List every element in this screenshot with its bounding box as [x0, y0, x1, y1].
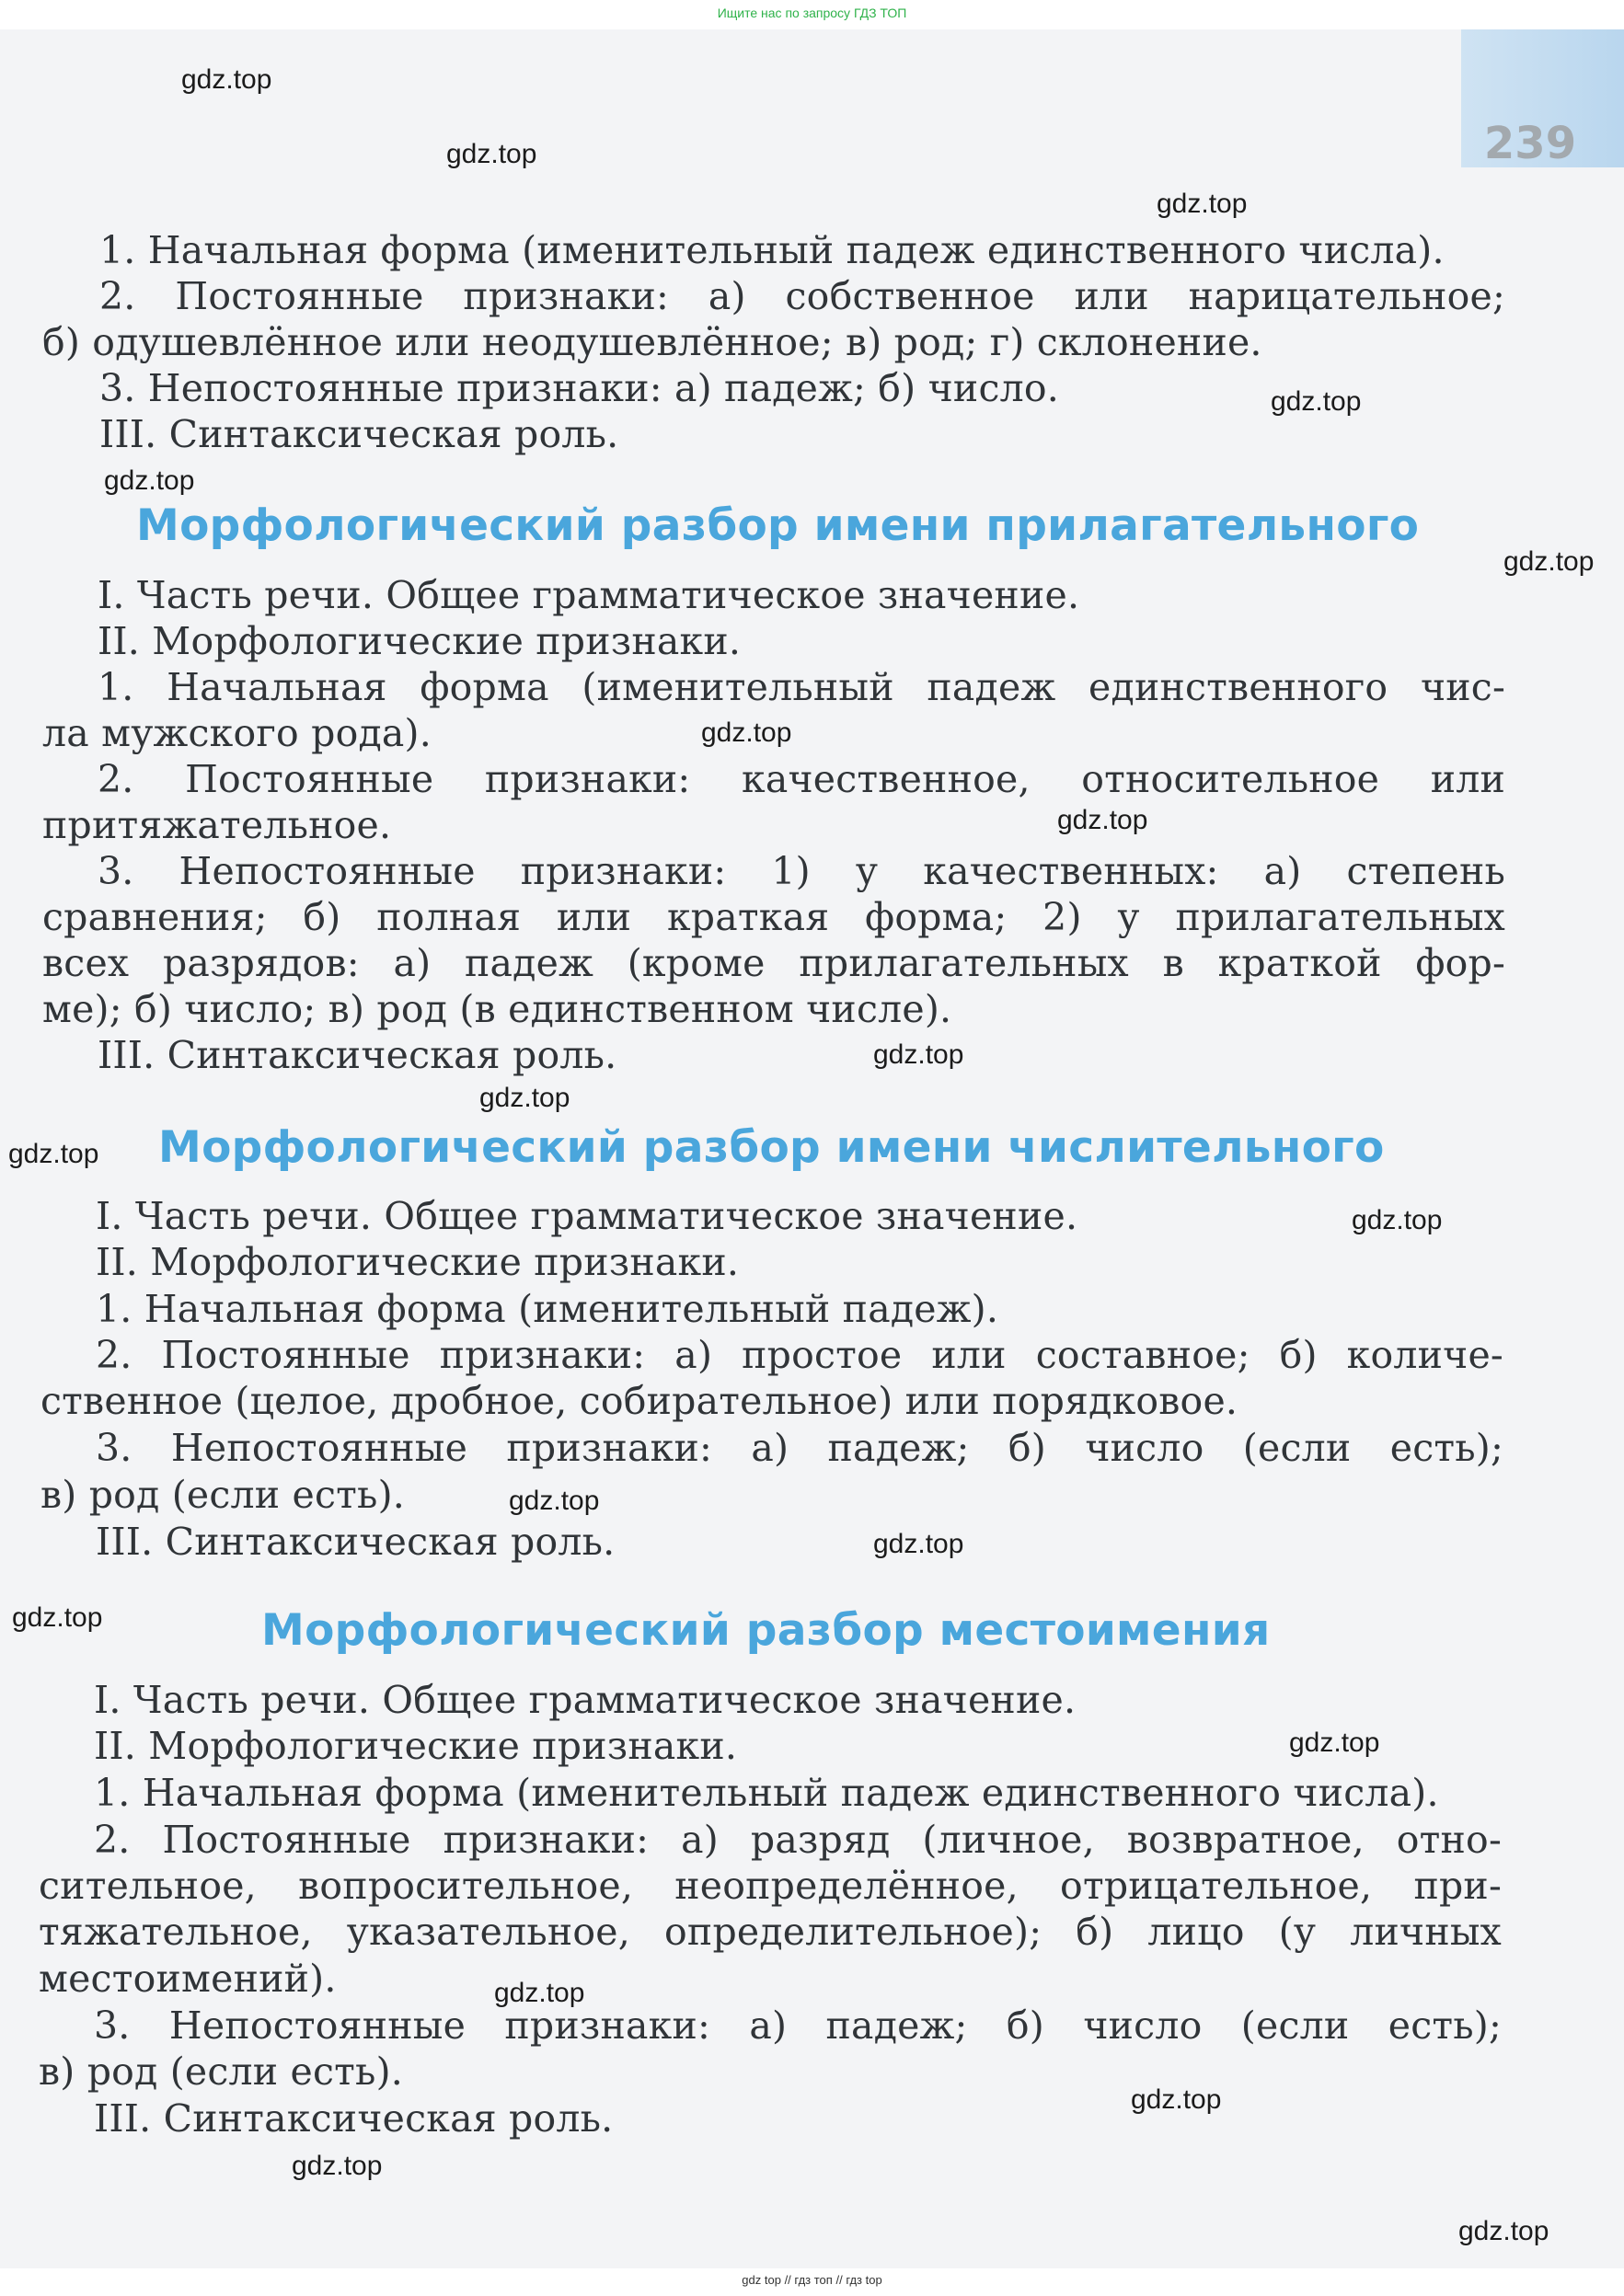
pronoun-line: II. Морфологические признаки.	[94, 1724, 738, 1768]
section-heading-adjective: Морфологический разбор имени прилагательного	[136, 500, 1420, 551]
numeral-line: 1. Начальная форма (именительный падеж).	[96, 1287, 999, 1331]
watermark: gdz.top	[1157, 189, 1248, 219]
watermark: gdz.top	[446, 139, 537, 169]
search-hint: Ищите нас по запросу ГДЗ ТОП	[717, 6, 907, 20]
watermark: gdz.top	[873, 1529, 964, 1559]
numeral-line: в) род (если есть).	[40, 1473, 406, 1517]
numeral-line: 3. Непостоянные признаки: а) падеж; б) число (если есть);	[96, 1426, 1503, 1470]
watermark: gdz.top	[873, 1039, 964, 1070]
pronoun-line: 2. Постоянные признаки: а) разряд (личное, возвратное, отно-	[94, 1818, 1502, 1862]
adjective-line: I. Часть речи. Общее грамматическое значение.	[98, 573, 1080, 617]
page-number: 239	[1483, 118, 1577, 169]
watermark: gdz.top	[12, 1602, 103, 1633]
watermark: gdz.top	[181, 64, 272, 95]
adjective-line: ла мужского рода).	[42, 711, 432, 755]
watermark: gdz.top	[292, 2151, 383, 2181]
watermark: gdz.top	[1131, 2084, 1222, 2115]
pronoun-line: в) род (если есть).	[39, 2049, 404, 2094]
pronoun-line: тяжательное, указательное, определительное); б) лицо (у личных	[39, 1910, 1502, 1954]
pronoun-line: III. Синтаксическая роль.	[94, 2096, 614, 2141]
adjective-line: сравнения; б) полная или краткая форма; 2) у прилагательных	[42, 895, 1505, 939]
watermark: gdz.top	[1289, 1728, 1380, 1758]
watermark: gdz.top	[8, 1139, 99, 1169]
noun-line: б) одушевлённое или неодушевлённое; в) род; г) склонение.	[42, 320, 1262, 364]
watermark: gdz.top	[1352, 1205, 1443, 1235]
numeral-line: I. Часть речи. Общее грамматическое значение.	[96, 1194, 1078, 1238]
watermark: gdz.top	[104, 465, 195, 496]
pronoun-line: сительное, вопросительное, неопределённое, отрицательное, при-	[39, 1864, 1502, 1908]
adjective-line: II. Морфологические признаки.	[98, 619, 742, 663]
section-heading-pronoun: Морфологический разбор местоимения	[261, 1605, 1271, 1656]
footer-link[interactable]: гдз top	[846, 2273, 882, 2287]
footer-separator: //	[835, 2273, 843, 2287]
watermark: gdz.top	[479, 1083, 570, 1113]
section-heading-numeral: Морфологический разбор имени числительного	[158, 1122, 1385, 1173]
adjective-line: 3. Непостоянные признаки: 1) у качественных: а) степень	[98, 849, 1505, 893]
watermark: gdz.top	[701, 718, 792, 748]
numeral-line: 2. Постоянные признаки: а) простое или составное; б) количе-	[96, 1333, 1503, 1377]
noun-line: 3. Непостоянные признаки: а) падеж; б) число.	[99, 366, 1059, 410]
noun-line: III. Синтаксическая роль.	[99, 412, 619, 456]
footer-separator: //	[784, 2273, 791, 2287]
watermark: gdz.top	[1503, 546, 1595, 577]
footer-link[interactable]: gdz top	[742, 2273, 781, 2287]
numeral-line: III. Синтаксическая роль.	[96, 1520, 616, 1564]
pronoun-line: 3. Непостоянные признаки: а) падеж; б) число (если есть);	[94, 2003, 1502, 2048]
pronoun-line: I. Часть речи. Общее грамматическое значение.	[94, 1678, 1077, 1722]
watermark: gdz.top	[1458, 2216, 1549, 2246]
watermark: gdz.top	[1271, 386, 1362, 417]
adjective-line: 2. Постоянные признаки: качественное, относительное или	[98, 757, 1505, 801]
numeral-line: ственное (целое, дробное, собирательное) или порядковое.	[40, 1379, 1238, 1423]
numeral-line: II. Морфологические признаки.	[96, 1240, 740, 1284]
pronoun-line: местоимений).	[39, 1957, 337, 2001]
adjective-line: III. Синтаксическая роль.	[98, 1033, 617, 1077]
noun-line: 1. Начальная форма (именительный падеж единственного числа).	[99, 228, 1445, 272]
footer-link[interactable]: гдз топ	[794, 2273, 833, 2287]
watermark: gdz.top	[494, 1978, 585, 2008]
footer-links	[0, 2273, 1624, 2287]
watermark: gdz.top	[509, 1486, 600, 1516]
watermark: gdz.top	[1057, 805, 1148, 835]
adjective-line: ме); б) число; в) род (в единственном числе).	[42, 987, 952, 1031]
pronoun-line: 1. Начальная форма (именительный падеж единственного числа).	[94, 1771, 1439, 1815]
noun-line: 2. Постоянные признаки: а) собственное или нарицательное;	[99, 274, 1505, 318]
adjective-line: всех разрядов: а) падеж (кроме прилагательных в краткой фор-	[42, 941, 1505, 985]
adjective-line: 1. Начальная форма (именительный падеж единственного чис-	[98, 665, 1505, 709]
adjective-line: притяжательное.	[42, 803, 392, 847]
